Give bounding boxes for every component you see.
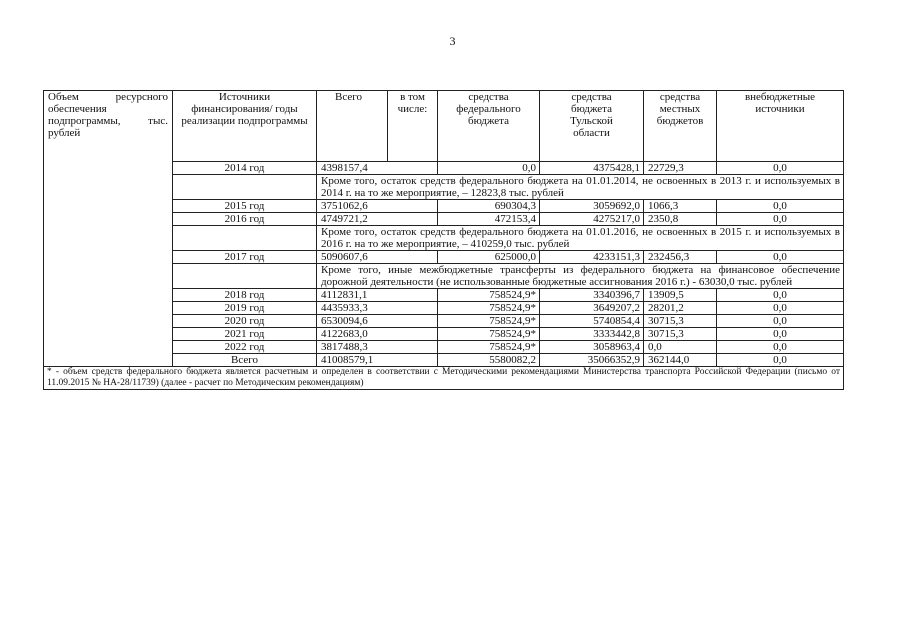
total-cell: 4749721,2: [317, 213, 438, 226]
note-text: Кроме того, остаток средств федерального бюджета на 01.01.2014, не освоенных в 2013 г. и используемых в 2014 г. на то же мероприятие, – 12823,8 тыс. рублей: [317, 175, 844, 200]
federal-cell: 5580082,2: [438, 354, 540, 367]
federal-cell: 758524,9*: [438, 328, 540, 341]
federal-cell: 758524,9*: [438, 341, 540, 354]
local-cell: 30715,3: [644, 315, 717, 328]
offbudget-cell: 0,0: [717, 341, 844, 354]
total-cell: 41008579,1: [317, 354, 438, 367]
offbudget-cell: 0,0: [717, 315, 844, 328]
note-spacer: [173, 175, 317, 200]
local-cell: 362144,0: [644, 354, 717, 367]
total-cell: 5090607,6: [317, 251, 438, 264]
total-cell: 4112831,1: [317, 289, 438, 302]
regional-cell: 3649207,2: [540, 302, 644, 315]
year-cell: 2020 год: [173, 315, 317, 328]
regional-cell: 35066352,9: [540, 354, 644, 367]
note-text: Кроме того, иные межбюджетные трансферты из федерального бюджета на финансовое обеспечение дорожной деятельности (не использованные бюджетные ассигнования 2016 г.) - 63030,0 тыс. рублей: [317, 264, 844, 289]
federal-cell: 758524,9*: [438, 302, 540, 315]
header-local: средства местных бюджетов: [644, 91, 717, 162]
local-cell: 232456,3: [644, 251, 717, 264]
regional-cell: 3059692,0: [540, 200, 644, 213]
regional-cell: 5740854,4: [540, 315, 644, 328]
regional-cell: 4233151,3: [540, 251, 644, 264]
offbudget-cell: 0,0: [717, 302, 844, 315]
federal-cell: 0,0: [438, 162, 540, 175]
total-cell: 3751062,6: [317, 200, 438, 213]
local-cell: 1066,3: [644, 200, 717, 213]
header-offbudget: внебюджетные источники: [717, 91, 844, 162]
year-cell: 2016 год: [173, 213, 317, 226]
total-cell: 4398157,4: [317, 162, 438, 175]
page-number: 3: [449, 34, 456, 48]
total-cell: 4435933,3: [317, 302, 438, 315]
year-cell: 2022 год: [173, 341, 317, 354]
offbudget-cell: 0,0: [717, 328, 844, 341]
resource-table: [43, 90, 844, 390]
offbudget-cell: 0,0: [717, 213, 844, 226]
local-cell: 13909,5: [644, 289, 717, 302]
header-including: в том числе:: [388, 91, 438, 162]
year-cell: 2015 год: [173, 200, 317, 213]
regional-cell: 3340396,7: [540, 289, 644, 302]
local-cell: 0,0: [644, 341, 717, 354]
note-spacer: [173, 226, 317, 251]
header-row: [44, 91, 844, 162]
header-regional: средства бюджета Тульской области: [540, 91, 644, 162]
year-cell: 2014 год: [173, 162, 317, 175]
year-cell: 2019 год: [173, 302, 317, 315]
year-cell: 2017 год: [173, 251, 317, 264]
federal-cell: 758524,9*: [438, 289, 540, 302]
offbudget-cell: 0,0: [717, 251, 844, 264]
offbudget-cell: 0,0: [717, 354, 844, 367]
federal-cell: 472153,4: [438, 213, 540, 226]
regional-cell: 4275217,0: [540, 213, 644, 226]
year-cell: 2021 год: [173, 328, 317, 341]
section-title: Объем ресурсного обеспечения подпрограммы, тыс. рублей: [44, 91, 173, 367]
offbudget-cell: 0,0: [717, 200, 844, 213]
note-spacer: [173, 264, 317, 289]
regional-cell: 3333442,8: [540, 328, 644, 341]
year-cell: 2018 год: [173, 289, 317, 302]
header-sources: Источники финансирования/ годы реализации подпрограммы: [173, 91, 317, 162]
local-cell: 28201,2: [644, 302, 717, 315]
federal-cell: 625000,0: [438, 251, 540, 264]
local-cell: 22729,3: [644, 162, 717, 175]
regional-cell: 3058963,4: [540, 341, 644, 354]
local-cell: 2350,8: [644, 213, 717, 226]
header-federal: средства федерального бюджета: [438, 91, 540, 162]
header-total: Всего: [317, 91, 388, 162]
local-cell: 30715,3: [644, 328, 717, 341]
total-cell: 4122683,0: [317, 328, 438, 341]
total-cell: 6530094,6: [317, 315, 438, 328]
note-text: Кроме того, остаток средств федерального бюджета на 01.01.2016, не освоенных в 2015 г. и используемых в 2016 г. на то же мероприятие, – 410259,0 тыс. рублей: [317, 226, 844, 251]
year-cell: Всего: [173, 354, 317, 367]
footnote: * - объем средств федерального бюджета является расчетным и определен в соответствии с Методическими рекомендациями Министерства транспорта Российской Федерации (письмо от 11.09.2015 № НА-28/11739) (далее - расчет по Методическим рекомендациям): [44, 367, 844, 390]
offbudget-cell: 0,0: [717, 162, 844, 175]
federal-cell: 690304,3: [438, 200, 540, 213]
regional-cell: 4375428,1: [540, 162, 644, 175]
federal-cell: 758524,9*: [438, 315, 540, 328]
offbudget-cell: 0,0: [717, 289, 844, 302]
footnote-row: [44, 367, 844, 390]
total-cell: 3817488,3: [317, 341, 438, 354]
